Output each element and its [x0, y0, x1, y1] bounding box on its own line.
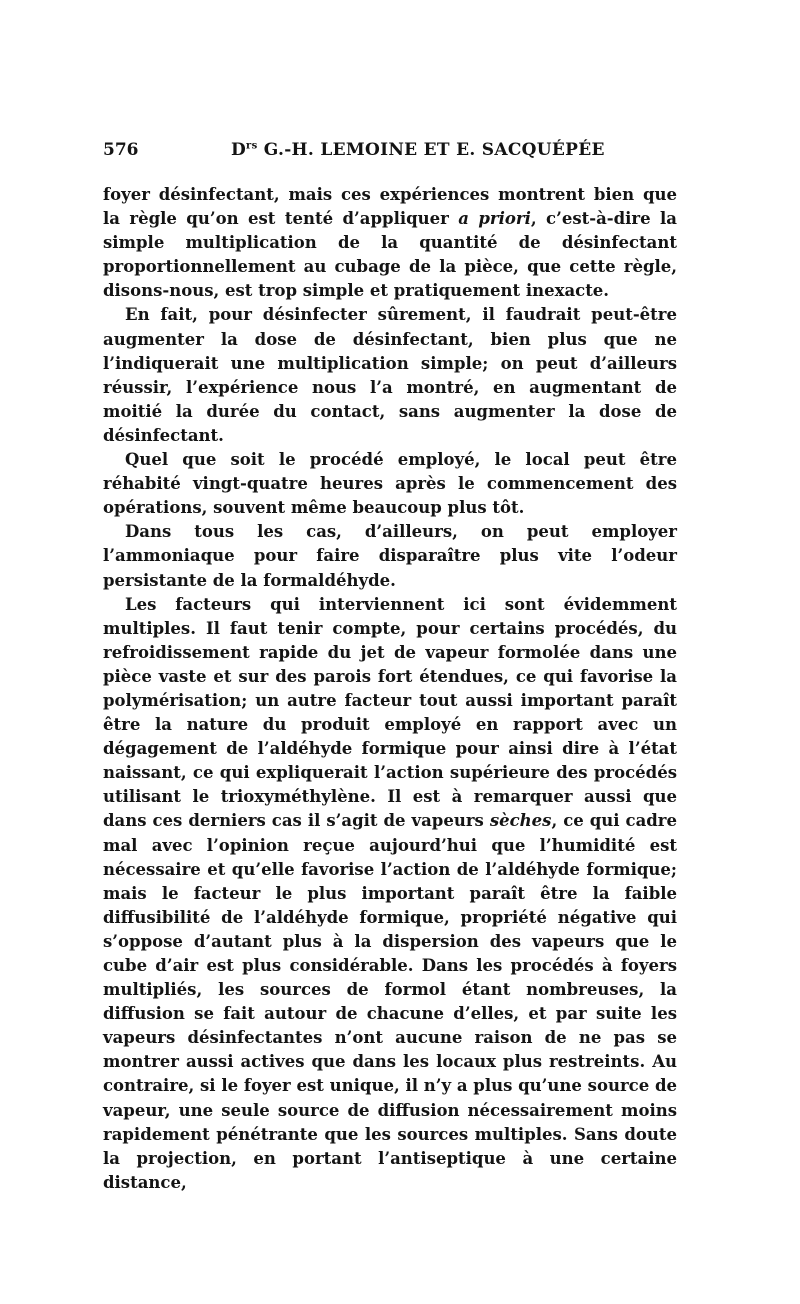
page-number: 576: [103, 140, 139, 160]
body-text: [103, 183, 677, 1195]
running-head-superscript: rs: [246, 140, 258, 152]
running-head: [231, 140, 605, 160]
italic-term: a priori: [458, 209, 531, 229]
italic-term: sèches: [489, 811, 552, 831]
paragraph-1: foyer désinfectant, mais ces expériences montrent bien que la règle qu’on est tenté d’appliquer a priori, c’est-à-dire la simple multiplication de la quantité de désinfectant proportionnellement au cubage de la pièce, que cette règle, disons-nous, est trop simple et pratiquement inexacte.: [103, 185, 678, 301]
running-head-authors: G.-H. LEMOINE ET E. SACQUÉPÉE: [257, 140, 605, 160]
paragraph-2: En fait, pour désinfecter sûrement, il faudrait peut-être augmenter la dose de désinfectant, bien plus que ne l’indiquerait une multiplication simple; on peut d’ailleurs réussir, l’expérience nous l’a montré, en augmentant de moitié la durée du contact, sans augmenter la dose de désinfectant.: [103, 305, 677, 445]
paragraph-5: Les facteurs qui interviennent ici sont évidemment multiples. Il faut tenir compte, pour certains procédés, du refroidissement rapide du jet de vapeur formolée dans une pièce vaste et sur des parois fort étendues, ce qui favorise la polymérisation; un autre facteur tout aussi important paraît être la nature du produit employé en rapport avec un dégagement de l’aldéhyde formique pour ainsi dire à l’état naissant, ce qui expliquerait l’action supérieure des procédés utilisant le trioxyméthylène. Il est à remarquer aussi que dans ces derniers cas il s’agit de vapeurs sèches, ce qui cadre mal avec l’opinion reçue aujourd’hui que l’humidité est nécessaire et qu’elle favorise l’action de l’aldéhyde formique; mais le facteur le plus important paraît être la faible diffusibilité de l’aldéhyde formique, propriété négative qui s’oppose d’autant plus à la dispersion des vapeurs que le cube d’air est plus considérable. Dans les procédés à foyers multipliés, les sources de formol étant nombreuses, la diffusion se fait autour de chacune d’elles, et par suite les vapeurs désinfectantes n’ont aucune raison de ne pas se montrer aussi actives que dans les locaux plus restreints. Au contraire, si le foyer est unique, il n’y a plus qu’une source de vapeur, une seule source de diffusion nécessairement moins rapidement pénétrante que les sources multiples. Sans doute la projection, en portant l’antiseptique à une certaine distance,: [103, 594, 677, 1192]
running-head-prefix: D: [231, 140, 247, 160]
paragraph-3: Quel que soit le procédé employé, le local peut être réhabité vingt-quatre heures après le commencement des opérations, souvent même beaucoup plus tôt.: [103, 450, 677, 518]
paragraph-4: Dans tous les cas, d’ailleurs, on peut employer l’ammoniaque pour faire disparaître plus vite l’odeur persistante de la formaldéhyde.: [103, 522, 677, 590]
page-header: [103, 140, 677, 174]
